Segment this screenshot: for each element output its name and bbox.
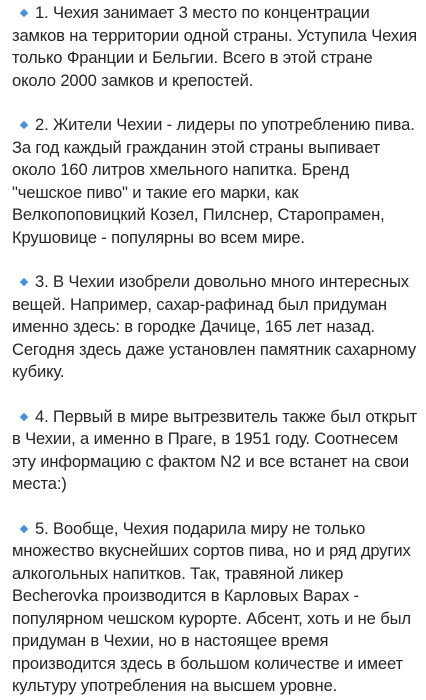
small-blue-diamond-icon [20, 278, 28, 286]
small-blue-diamond-icon [20, 121, 28, 129]
small-blue-diamond-icon [20, 412, 28, 420]
small-blue-diamond-icon [20, 9, 28, 17]
fact-paragraph-3 [12, 271, 418, 384]
fact-text-1: 1. Чехия занимает 3 место по концентрации замков на территории одной страны. Уступила Чехия только Франции и Бельгии. Всего в этой стране около 2000 замков и крепостей. [12, 3, 417, 90]
fact-text-2: 2. Жители Чехии - лидеры по употреблению пива. За год каждый гражданин этой страны выпивает около 160 литров хмельного напитка. Бренд "чешское пиво" и такие его марки, как Велкопоповицкий Козел, Пилснер, Старопрамен, Крушовице - популярны во всем мире. [12, 115, 415, 247]
small-blue-diamond-icon [20, 524, 28, 532]
fact-paragraph-4 [12, 406, 418, 496]
fact-paragraph-2 [12, 114, 418, 249]
fact-text-5: 5. Вообще, Чехия подарила миру не только множество вкуснейших сортов пива, но и ряд других алкогольных напитков. Так, травяной ликер Becherovka производится в Карловых Варах - популярном чешском курорте. Абсент, хоть и не был придуман в Чехии, но в настоящее время производится здесь в большом количестве и имеет культуру употребления на высшем уровне. [12, 518, 411, 695]
fact-text-4: 4. Первый в мире вытрезвитель также был открыт в Чехии, а именно в Праге, в 1951 году. Соотнесем эту информацию с фактом N2 и все встанет на свои места:) [12, 406, 417, 493]
fact-paragraph-5 [12, 518, 418, 698]
fact-text-3: 3. В Чехии изобрели довольно много интересных вещей. Например, сахар-рафинад был придуман именно здесь: в городке Дачице, 165 лет назад. Сегодня здесь даже установлен памятник сахарному кубику. [12, 272, 417, 381]
fact-paragraph-1 [12, 2, 418, 92]
